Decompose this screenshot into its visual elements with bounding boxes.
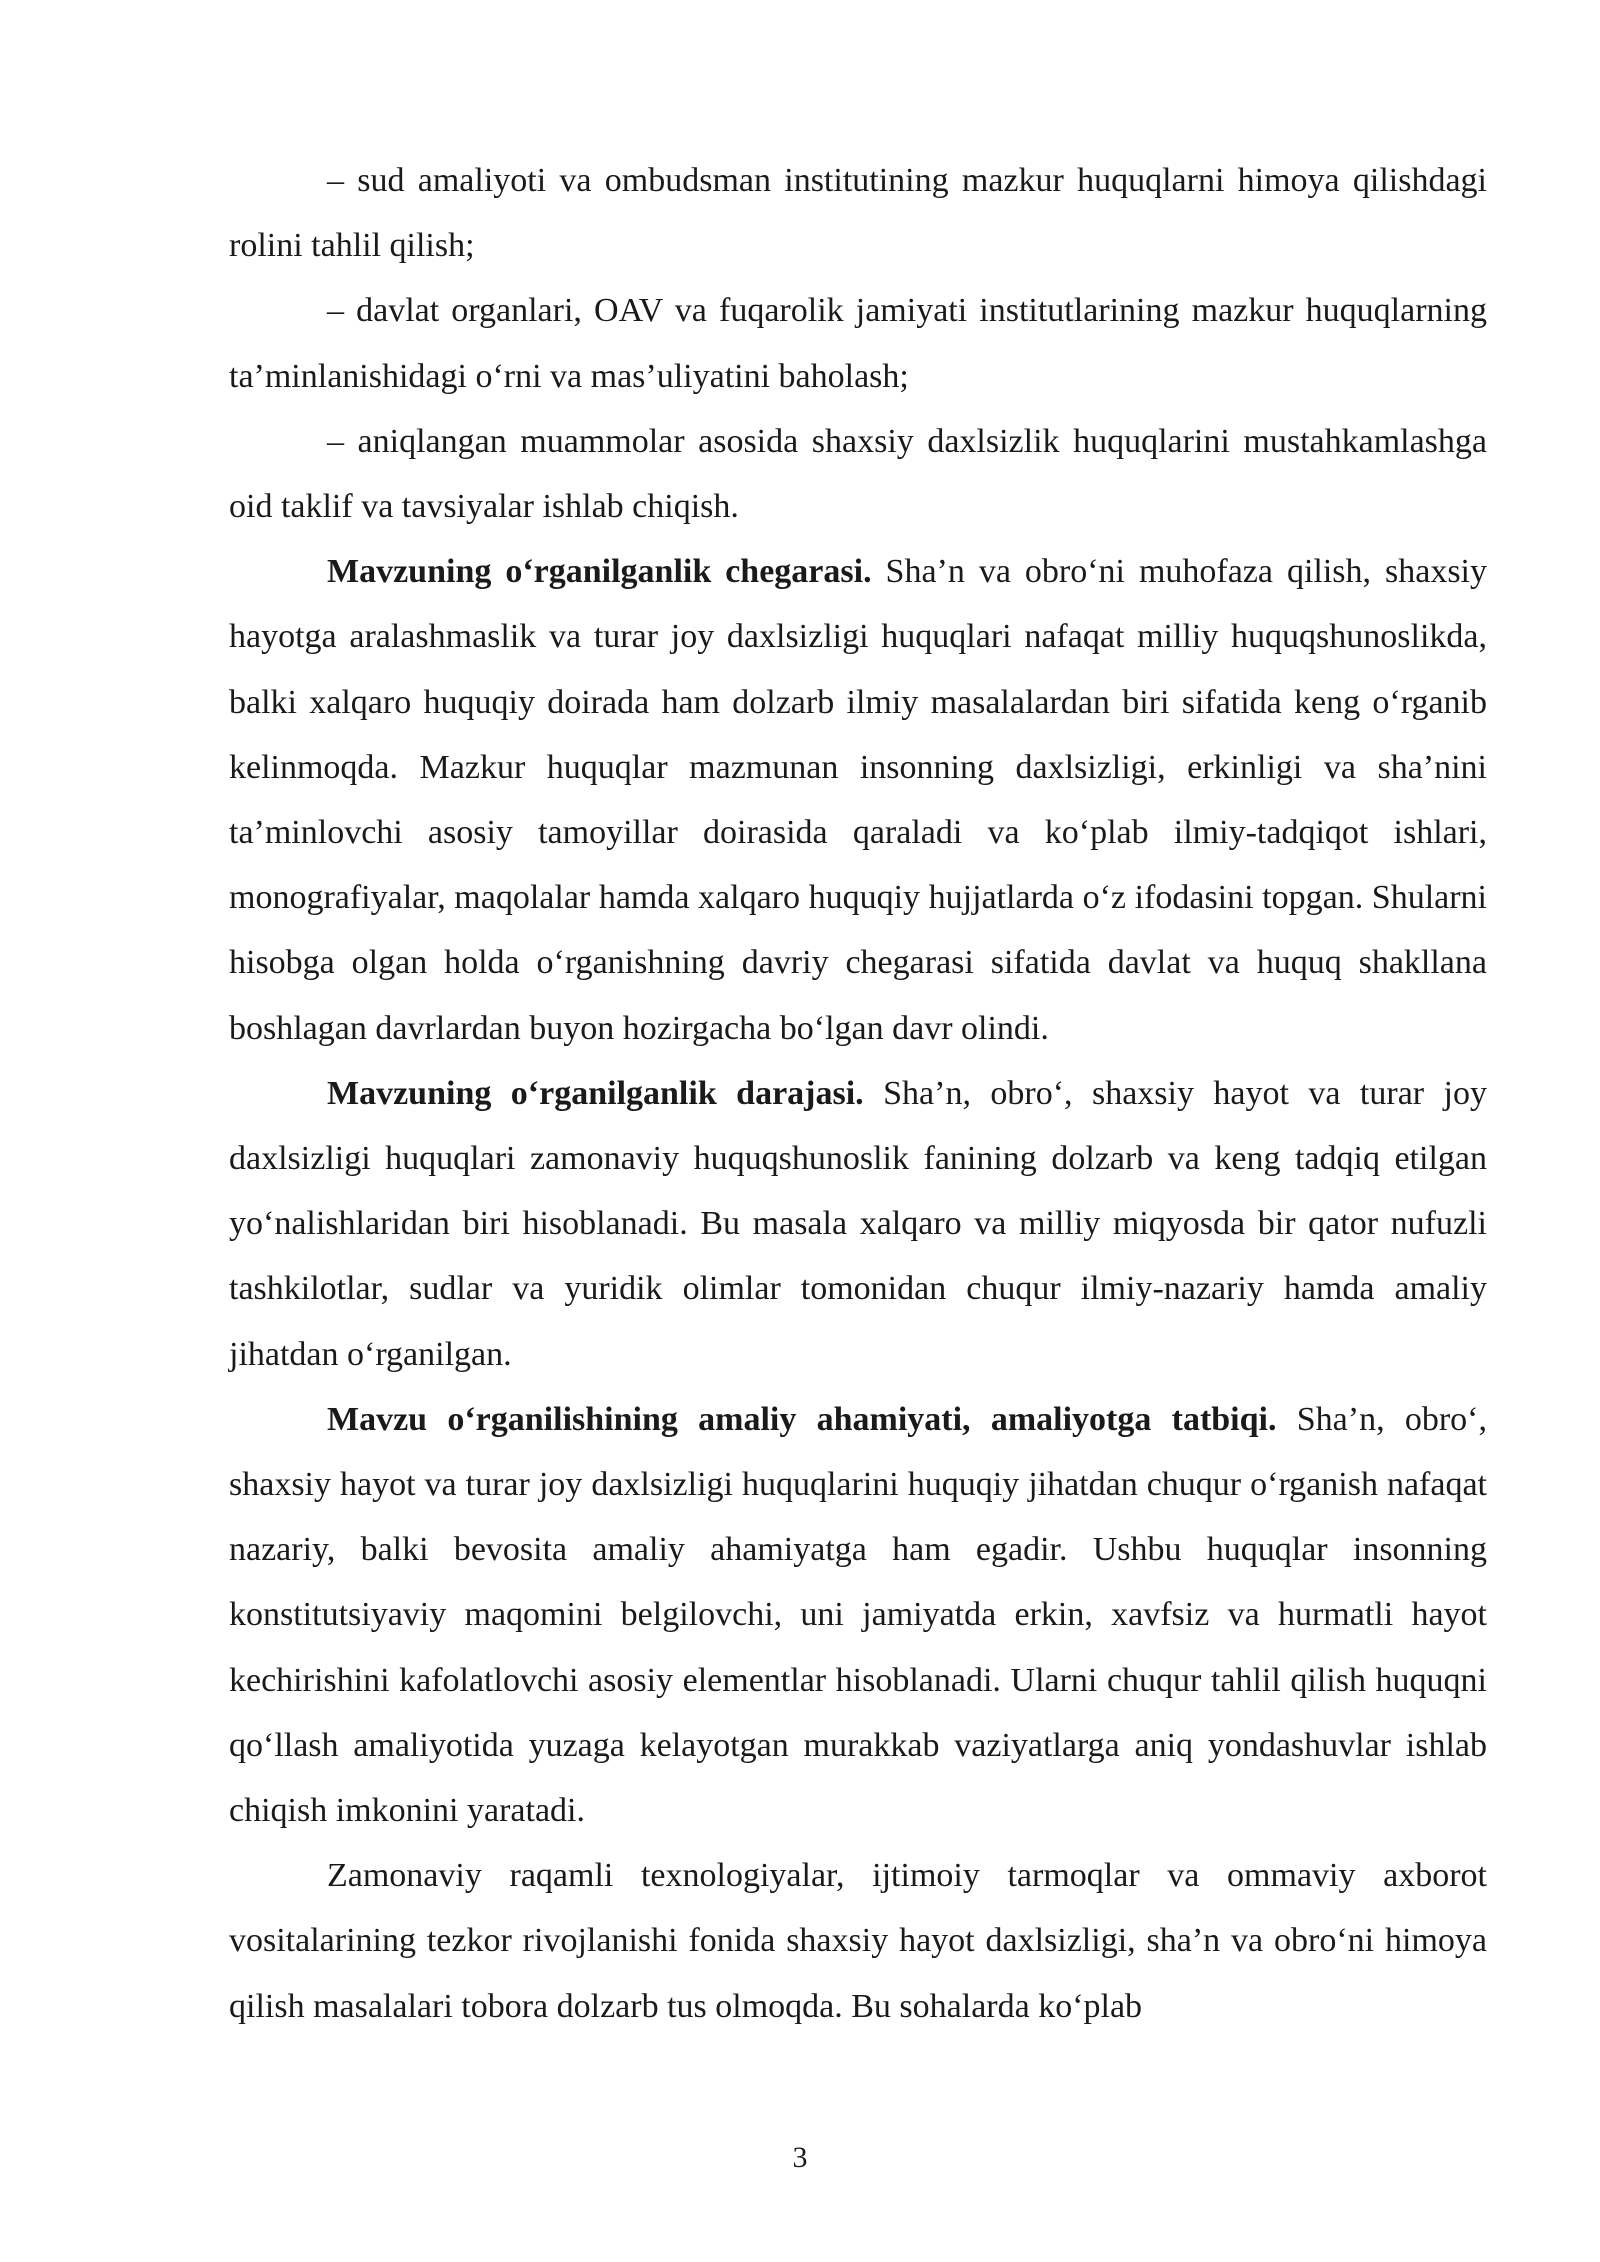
paragraph-practical-significance <box>229 1387 1487 1843</box>
paragraph-study-degree <box>229 1061 1487 1387</box>
paragraph-text: – davlat organlari, OAV va fuqarolik jamiyati institutlarining mazkur huquqlarning ta’minlanishidagi o‘rni va mas’uliyatini baholash; <box>229 292 1487 395</box>
paragraph-heading: Mavzu o‘rganilishining amaliy ahamiyati, amaliyotga tatbiqi. <box>327 1400 1277 1438</box>
paragraph-text: Sha’n, obro‘, shaxsiy hayot va turar joy daxlsizligi huquqlarini huquqiy jihatdan chuqur o‘rganish nafaqat nazariy, balki bevosita amaliy ahamiyatga ham egadir. Ushbu huquqlar insonning konstitutsiyaviy maqomini belgilovchi, uni jamiyatda erkin, xavfsiz va hurmatli hayot kechirishini kafolatlovchi asosiy elementlar hisoblanadi. Ularni chuqur tahlil qilish huquqni qo‘llash amaliyotida yuzaga kelayotgan murakkab vaziyatlarga aniq yondashuvlar ishlab chiqish imkonini yaratadi. <box>229 1400 1487 1830</box>
paragraph-task-proposals <box>229 409 1487 539</box>
paragraph-digital-technologies <box>229 1843 1487 2039</box>
paragraph-text: Sha’n va obro‘ni muhofaza qilish, shaxsiy hayotga aralashmaslik va turar joy daxlsizligi huquqlari nafaqat milliy huquqshunoslikda, balki xalqaro huquqiy doirada ham dolzarb ilmiy masalalardan biri sifatida keng o‘rganib kelinmoqda. Mazkur huquqlar mazmunan insonning daxlsizligi, erkinligi va sha’nini ta’minlovchi asosiy tamoyillar doirasida qaraladi va ko‘plab ilmiy-tadqiqot ishlari, monografiyalar, maqolalar hamda xalqaro huquqiy hujjatlarda o‘z ifodasini topgan. Shularni hisobga olgan holda o‘rganishning davriy chegarasi sifatida davlat va huquq shakllana boshlagan davrlardan buyon hozirgacha bo‘lgan davr olindi. <box>229 553 1487 1047</box>
paragraph-text: – sud amaliyoti va ombudsman institutining mazkur huquqlarni himoya qilishdagi rolini tahlil qilish; <box>229 162 1487 265</box>
paragraph-text: – aniqlangan muammolar asosida shaxsiy daxlsizlik huquqlarini mustahkamlashga oid taklif va tavsiyalar ishlab chiqish. <box>229 422 1487 526</box>
paragraph-heading: Mavzuning o‘rganilganlik chegarasi. <box>327 553 872 591</box>
paragraph-text: Zamonaviy raqamli texnologiyalar, ijtimoiy tarmoqlar va ommaviy axborot vositalarining tezkor rivojlanishi fonida shaxsiy hayot daxlsizligi, sha’n va obro‘ni himoya qilish masalalari tobora dolzarb tus olmoqda. Bu sohalarda ko‘plab <box>229 1857 1487 2025</box>
page-number: 3 <box>792 2141 808 2174</box>
paragraph-task-state-bodies <box>229 278 1487 408</box>
paragraph-study-boundary <box>229 539 1487 1061</box>
paragraph-text: Sha’n, obro‘, shaxsiy hayot va turar joy daxlsizligi huquqlari zamonaviy huquqshunoslik fanining dolzarb va keng tadqiq etilgan yo‘nalishlaridan biri hisoblanadi. Bu masala xalqaro va milliy miqyosda bir qator nufuzli tashkilotlar, sudlar va yuridik olimlar tomonidan chuqur ilmiy-nazariy hamda amaliy jihatdan o‘rganilgan. <box>229 1074 1488 1373</box>
body-text <box>229 148 1487 2039</box>
paragraph-heading: Mavzuning o‘rganilganlik darajasi. <box>327 1074 864 1112</box>
paragraph-task-court-practice <box>229 148 1487 278</box>
